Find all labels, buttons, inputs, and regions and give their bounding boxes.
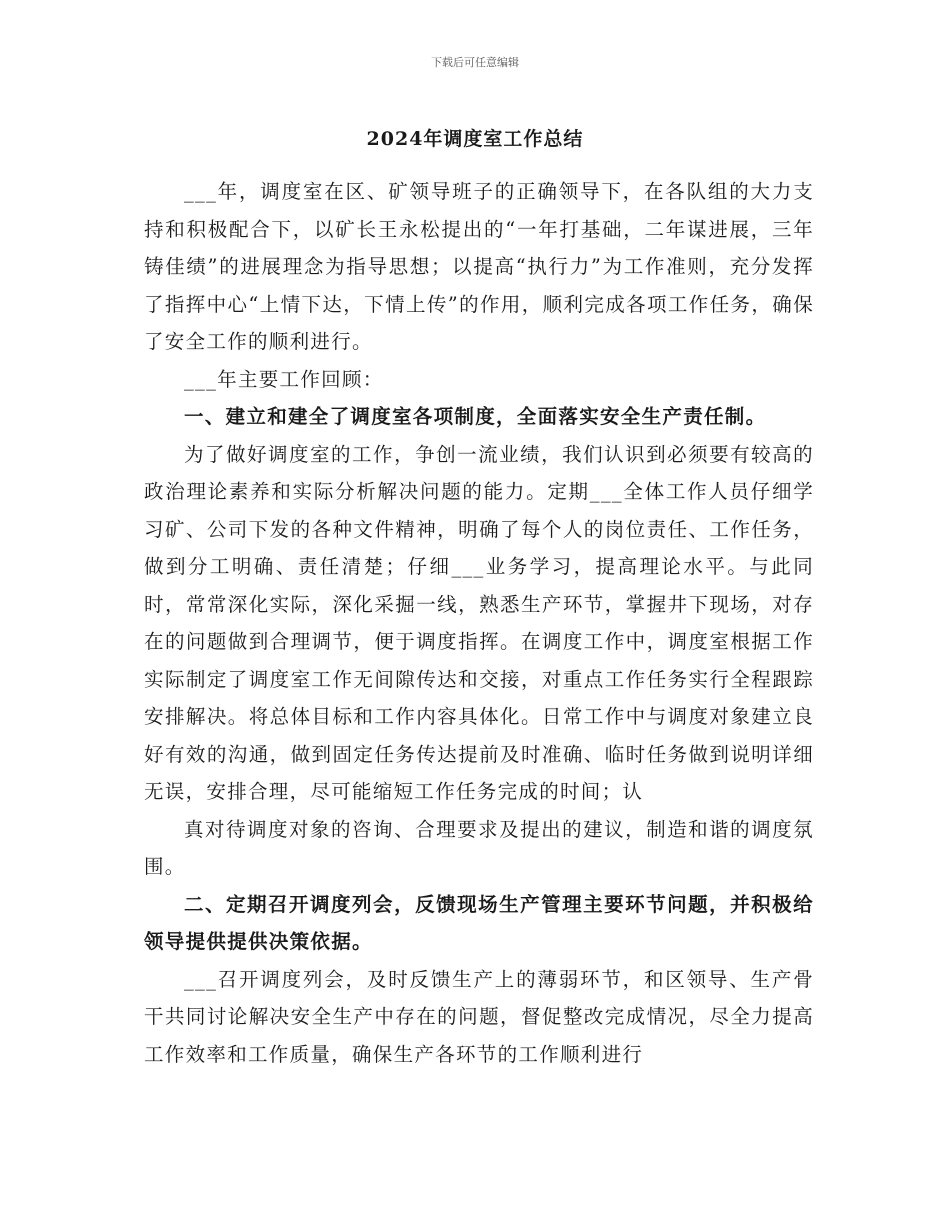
intro-paragraph: ___年，调度室在区、矿领导班子的正确领导下，在各队组的大力支持和积极配合下，以矿长王永松提出的“一年打基础，二年谋进展，三年铸佳绩”的进展理念为指导思想；以提高“执行力”为工作准则，充分发挥了指挥中心“上情下达，下情上传”的作用，顺利完成各项工作任务，确保了安全工作的顺利进行。 — [144, 180, 814, 353]
document-body — [144, 173, 814, 1073]
page-title: 2024年调度室工作总结 — [366, 128, 584, 150]
review-lead-paragraph: ___年主要工作回顾： — [184, 367, 384, 391]
section-1-continuation-paragraph: 真对待调度对象的咨询、合理要求及提出的建议，制造和谐的调度氛围。 — [144, 817, 814, 878]
section-heading-1: 一、建立和建全了调度室各项制度，全面落实安全生产责任制。 — [184, 405, 767, 428]
section-1-paragraph: 为了做好调度室的工作，争创一流业绩，我们认识到必须要有较高的政治理论素养和实际分析解决问题的能力。定期___全体工作人员仔细学习矿、公司下发的各种文件精神，明确了每个人的岗位责任、工作任务，做到分工明确、责任清楚；仔细___业务学习，提高理论水平。与此同时，常常深化实际，深化采掘一线，熟悉生产环节，掌握井下现场，对存在的问题做到合理调节，便于调度指挥。在调度工作中，调度室根据工作实际制定了调度室工作无间隙传达和交接，对重点工作任务实行全程跟踪安排解决。将总体目标和工作内容具体化。日常工作中与调度对象建立良好有效的沟通，做到固定任务传达提前及时准确、临时任务做到说明详细无误，安排合理，尽可能缩短工作任务完成的时间；认 — [144, 442, 814, 803]
section-2-paragraph: ___召开调度列会，及时反馈生产上的薄弱环节，和区领导、生产骨干共同讨论解决安全生产中存在的问题，督促整改完成情况，尽全力提高工作效率和工作质量，确保生产各环节的工作顺利进行 — [144, 967, 814, 1066]
section-heading-2: 二、定期召开调度列会，反馈现场生产管理主要环节问题，并积极给领导提供提供决策依据。 — [144, 892, 814, 953]
header-note: 下载后可任意编辑 — [431, 56, 519, 69]
